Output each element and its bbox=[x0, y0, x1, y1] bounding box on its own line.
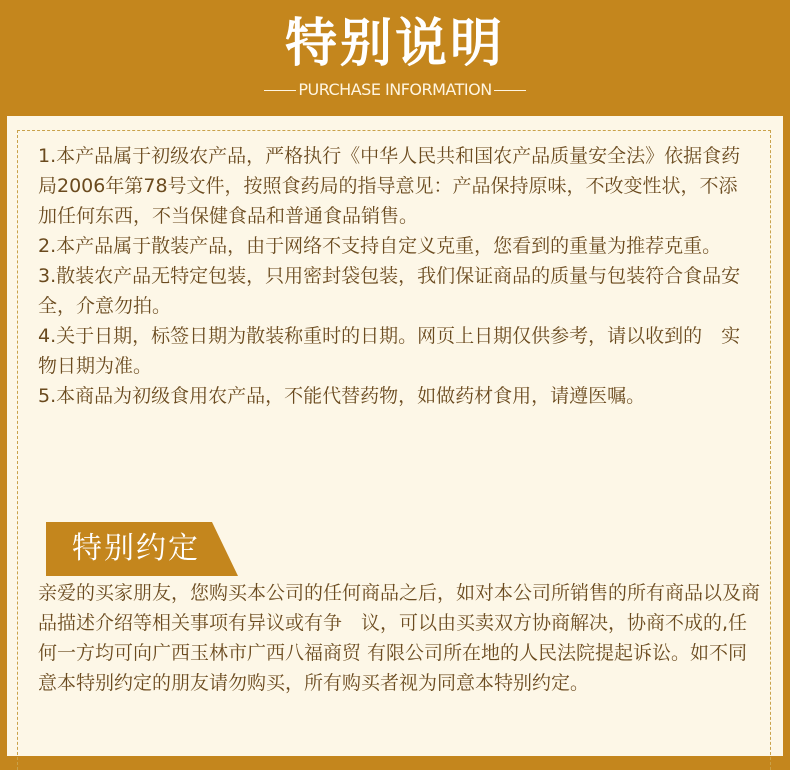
page-title: 特别说明 bbox=[284, 14, 505, 74]
note-item-2: 2.本产品属于散装产品，由于网络不支持自定义克重，您看到的重量为推荐克重。 bbox=[38, 235, 722, 257]
note-item-1: 1.本产品属于初级农产品，严格执行《中华人民共和国农产品质量安全法》依据食药局2006年第78号文件，按照食药局的指导意见：产品保持原味，不改变性状，不添加任何东西，不当保健食品和普通食品销售。 bbox=[38, 145, 741, 227]
agreement-heading: 特别约定 bbox=[72, 531, 200, 566]
subtitle-text: PURCHASE INFORMATION bbox=[298, 80, 492, 99]
page-subtitle bbox=[0, 80, 790, 99]
note-item-4: 4.关于日期，标签日期为散装称重时的日期。网页上日期仅供参考，请以收到的 实物日期为准。 bbox=[38, 325, 741, 377]
agreement-text: 亲爱的买家朋友，您购买本公司的任何商品之后，如对本公司所销售的所有商品以及商品描述介绍等相关事项有异议或有争 议，可以由买卖双方协商解决，协商不成的,任何一方均可向广西玉林市广西八福商贸 有限公司所在地的人民法院提起诉讼。如不同意本特别约定的朋友请勿购买，所有购买者视为同意本特别约定。 bbox=[38, 582, 761, 694]
page-header bbox=[0, 0, 790, 116]
note-item-3: 3.散装农产品无特定包装，只用密封袋包装，我们保证商品的质量与包装符合食品安全，介意勿拍。 bbox=[38, 265, 741, 317]
subtitle-rule-left bbox=[264, 90, 296, 91]
notes-list bbox=[38, 141, 744, 411]
agreement-heading-banner bbox=[46, 522, 238, 576]
subtitle-rule-right bbox=[494, 90, 526, 91]
note-item-5: 5.本商品为初级食用农产品，不能代替药物，如做药材食用，请遵医嘱。 bbox=[38, 385, 646, 407]
